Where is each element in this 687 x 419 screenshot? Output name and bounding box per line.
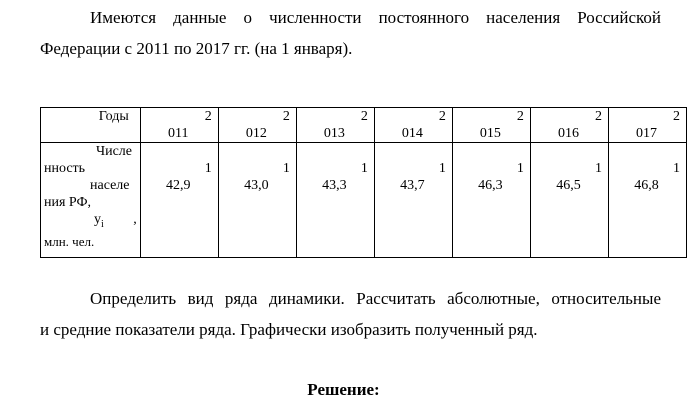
row-label-line: нность <box>44 161 86 176</box>
year-cell <box>452 108 530 143</box>
year-cell <box>296 108 374 143</box>
row-label-cell <box>41 143 141 258</box>
year-part-a: 2 <box>594 109 602 124</box>
year-cell <box>218 108 296 143</box>
task-line-2: и средние показатели ряда. Графически изобразить полученный ряд. <box>40 320 538 339</box>
header-label-cell <box>41 108 141 143</box>
row-label-unit: млн. чел. <box>44 233 95 249</box>
value-part-a: 1 <box>594 161 602 176</box>
intro-line-1: Имеются данные о численности постоянного населения Российской <box>90 8 661 27</box>
value-cell <box>296 143 374 258</box>
value-part-b: 46,3 <box>478 178 503 193</box>
row-label-variable <box>44 211 137 233</box>
year-part-a: 2 <box>438 109 446 124</box>
value-part-b: 46,5 <box>556 178 581 193</box>
header-label: Годы <box>98 109 129 124</box>
row-label-line: Числе <box>96 144 133 159</box>
value-cell <box>608 143 686 258</box>
year-part-a: 2 <box>282 109 290 124</box>
value-part-b: 43,3 <box>322 178 347 193</box>
value-part-a: 1 <box>516 161 524 176</box>
value-cell <box>452 143 530 258</box>
value-part-a: 1 <box>204 161 212 176</box>
year-part-b: 015 <box>479 126 501 141</box>
value-cell <box>530 143 608 258</box>
value-part-a: 1 <box>360 161 368 176</box>
value-cell <box>218 143 296 258</box>
value-part-b: 42,9 <box>166 178 191 193</box>
header-row <box>41 108 687 143</box>
value-cell <box>140 143 218 258</box>
value-part-a: 1 <box>673 161 680 176</box>
value-cell <box>374 143 452 258</box>
year-cell <box>530 108 608 143</box>
year-part-b: 017 <box>635 126 657 141</box>
year-part-b: 016 <box>557 126 579 141</box>
task-paragraph <box>40 283 661 345</box>
row-label-line: ния РФ, <box>44 195 92 210</box>
year-part-a: 2 <box>673 109 680 124</box>
year-cell <box>374 108 452 143</box>
solution-heading: Решение: <box>307 380 380 399</box>
value-part-b: 43,7 <box>400 178 425 193</box>
row-label-line: населе <box>90 178 130 193</box>
year-part-b: 011 <box>168 126 189 141</box>
year-part-a: 2 <box>204 109 212 124</box>
variable-symbol: y <box>94 212 101 227</box>
value-part-a: 1 <box>438 161 446 176</box>
year-part-b: 012 <box>245 126 267 141</box>
variable-comma: , <box>133 212 137 227</box>
intro-line-2: Федерации с 2011 по 2017 гг. (на 1 января). <box>40 39 353 58</box>
intro-paragraph <box>40 2 661 64</box>
year-part-b: 013 <box>323 126 345 141</box>
value-part-b: 43,0 <box>244 178 269 193</box>
year-cell <box>608 108 686 143</box>
year-cell <box>140 108 218 143</box>
value-part-a: 1 <box>282 161 290 176</box>
data-row <box>41 143 687 258</box>
year-part-b: 014 <box>401 126 423 141</box>
variable-subscript: i <box>101 218 104 230</box>
value-part-b: 46,8 <box>634 178 659 193</box>
population-table <box>40 107 687 258</box>
year-part-a: 2 <box>360 109 368 124</box>
task-line-1: Определить вид ряда динамики. Рассчитать абсолютные, относительные <box>90 289 661 308</box>
year-part-a: 2 <box>516 109 524 124</box>
